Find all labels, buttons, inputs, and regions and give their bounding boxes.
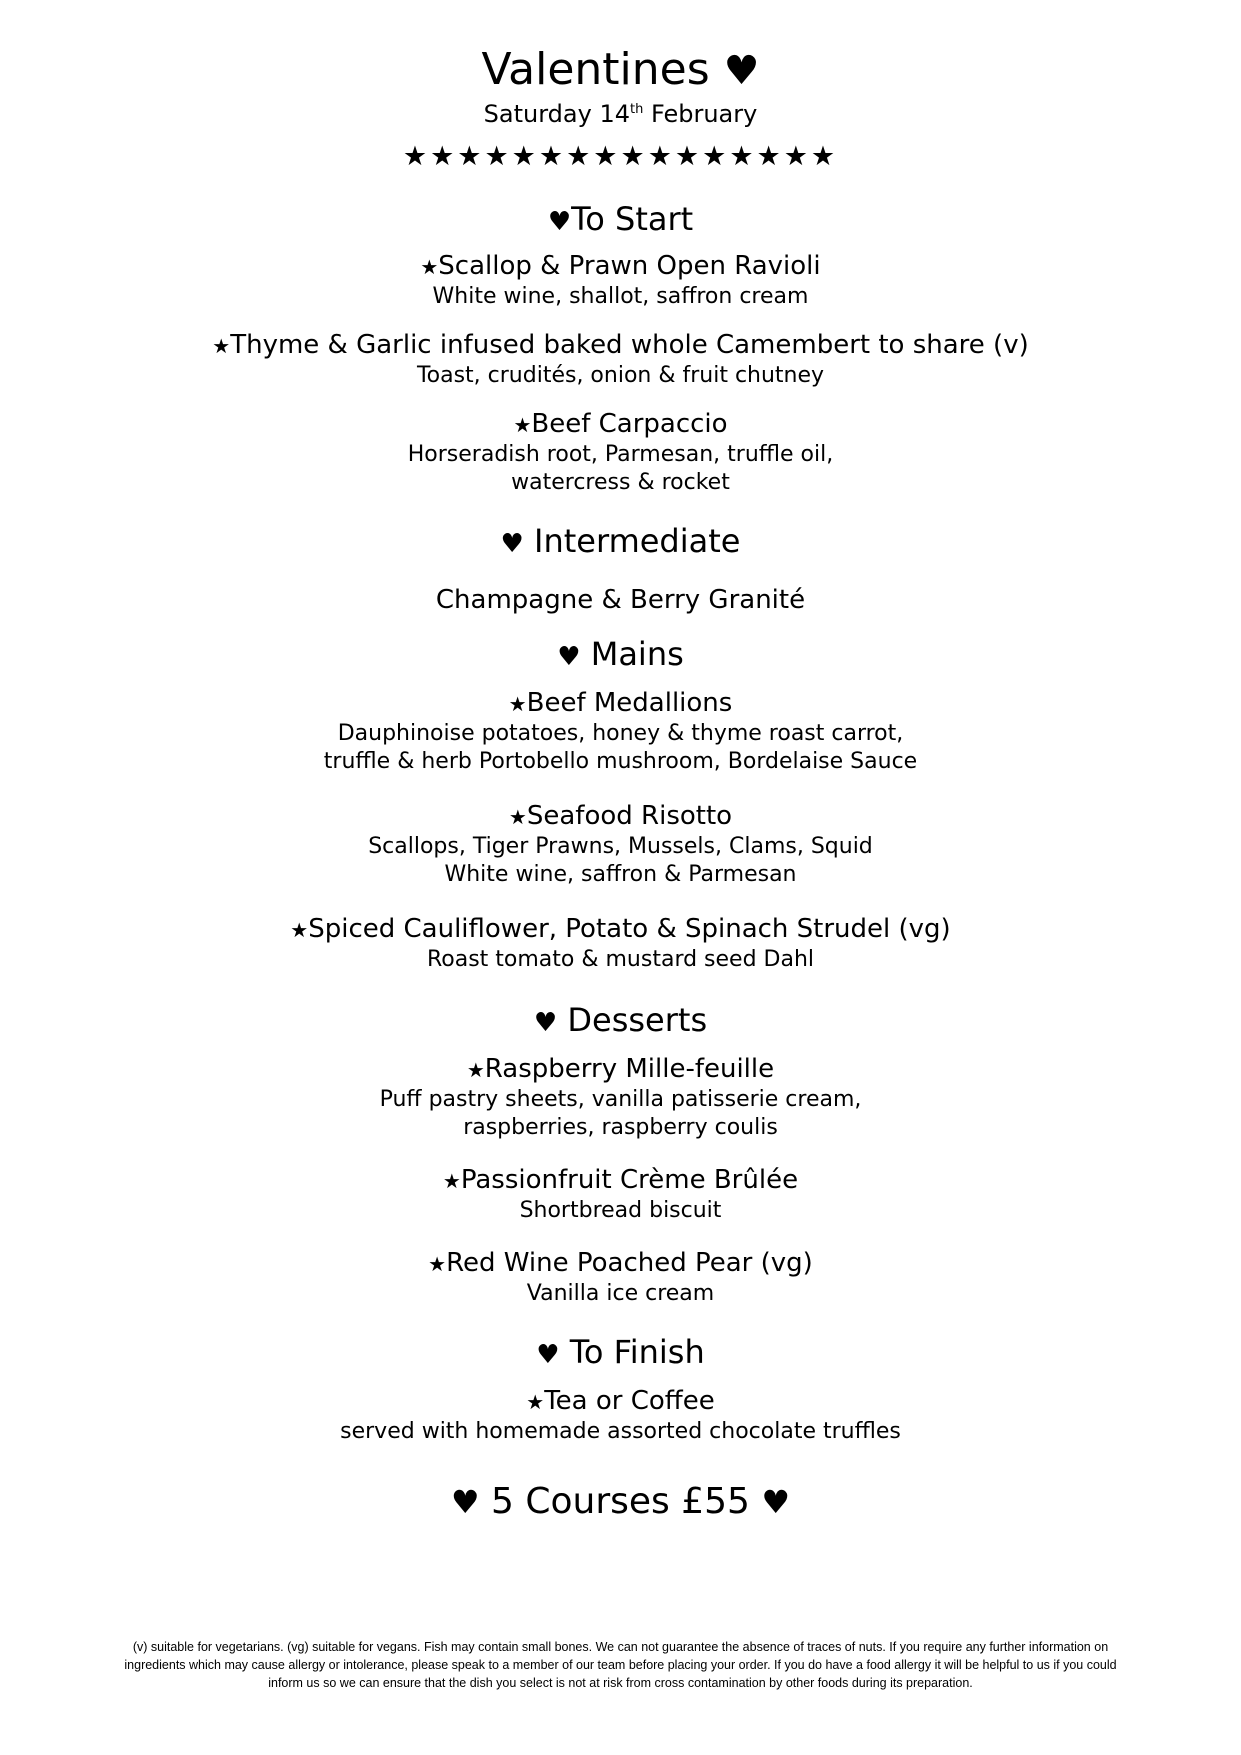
section-title-desserts bbox=[0, 1000, 1241, 1043]
menu-title bbox=[0, 44, 1241, 97]
price-line bbox=[0, 1480, 1241, 1524]
dish-description: Horseradish root, Parmesan, truffle oil, bbox=[407, 442, 834, 467]
dish bbox=[0, 1164, 1241, 1225]
dish-description: Dauphinoise potatoes, honey & thyme roast carrot, bbox=[337, 721, 904, 746]
stars-divider: ★★★★★★★★★★★★★★★★ bbox=[402, 141, 839, 172]
section-title-text: To Start bbox=[571, 200, 694, 238]
section-title-text: Desserts bbox=[567, 1001, 708, 1039]
section-title-intermediate bbox=[0, 521, 1241, 564]
dish-name: ★Beef Carpaccio bbox=[513, 409, 728, 439]
section-title-text: Intermediate bbox=[534, 522, 741, 560]
dish-description: raspberries, raspberry coulis bbox=[463, 1115, 778, 1140]
dish bbox=[0, 687, 1241, 776]
star-icon: ★ bbox=[513, 413, 532, 437]
disclaimer-line: ingredients which may cause allergy or intolerance, please speak to a member of our team before placing your order. If you do have a food allergy it will be helpful to us if you could bbox=[124, 1658, 1117, 1672]
heart-icon: ♥ bbox=[500, 529, 524, 559]
dish-description: truffle & herb Portobello mushroom, Bordelaise Sauce bbox=[323, 749, 918, 774]
dish-name: ★Raspberry Mille-feuille bbox=[466, 1054, 775, 1084]
star-icon: ★ bbox=[508, 805, 527, 829]
heart-icon: ♥ bbox=[450, 1483, 480, 1521]
dish-name: ★Tea or Coffee bbox=[526, 1386, 715, 1416]
dish-name: ★Passionfruit Crème Brûlée bbox=[442, 1165, 799, 1195]
section-title-mains bbox=[0, 634, 1241, 677]
star-icon: ★ bbox=[290, 918, 309, 942]
allergy-disclaimer bbox=[80, 1638, 1161, 1692]
dish bbox=[0, 250, 1241, 311]
heart-icon: ♥ bbox=[723, 48, 760, 94]
dish-name: ★Thyme & Garlic infused baked whole Camembert to share (v) bbox=[212, 330, 1029, 360]
dish-description: White wine, saffron & Parmesan bbox=[444, 862, 797, 887]
heart-icon: ♥ bbox=[533, 1008, 558, 1038]
star-icon: ★ bbox=[526, 1390, 545, 1414]
date-prefix: Saturday 14 bbox=[483, 100, 630, 128]
dish bbox=[0, 329, 1241, 390]
dish-description: White wine, shallot, saffron cream bbox=[432, 284, 809, 309]
section-title-text: To Finish bbox=[569, 1333, 705, 1371]
dish bbox=[0, 800, 1241, 889]
dish bbox=[0, 1385, 1241, 1446]
disclaimer-line: inform us so we can ensure that the dish you select is not at risk from cross contamination by other foods during its preparation. bbox=[268, 1676, 973, 1690]
dish-description: Shortbread biscuit bbox=[519, 1198, 722, 1223]
dish bbox=[0, 408, 1241, 497]
dish-description: Toast, crudités, onion & fruit chutney bbox=[416, 363, 825, 388]
heart-icon: ♥ bbox=[557, 642, 581, 672]
star-icon: ★ bbox=[420, 255, 439, 279]
dish bbox=[0, 1053, 1241, 1142]
dish-description: Scallops, Tiger Prawns, Mussels, Clams, Squid bbox=[368, 834, 873, 859]
date-ordinal: th bbox=[629, 102, 644, 117]
star-icon: ★ bbox=[508, 692, 527, 716]
date-month: February bbox=[650, 100, 758, 128]
dish-name: ★Seafood Risotto bbox=[508, 801, 733, 831]
dish-name: ★Spiced Cauliflower, Potato & Spinach Strudel (vg) bbox=[290, 914, 951, 944]
section-title-to-finish bbox=[0, 1332, 1241, 1375]
heart-icon: ♥ bbox=[536, 1340, 560, 1370]
heart-icon: ♥ bbox=[761, 1483, 791, 1521]
title-text: Valentines bbox=[481, 44, 710, 95]
star-icon: ★ bbox=[212, 334, 231, 358]
dish bbox=[0, 913, 1241, 974]
dish-name: ★Red Wine Poached Pear (vg) bbox=[428, 1248, 813, 1278]
dish-description: Vanilla ice cream bbox=[526, 1281, 715, 1306]
dish-description: Puff pastry sheets, vanilla patisserie cream, bbox=[379, 1087, 862, 1112]
dish-name: ★Scallop & Prawn Open Ravioli bbox=[420, 251, 821, 281]
price-text: 5 Courses £55 bbox=[491, 1481, 750, 1522]
star-icon: ★ bbox=[466, 1058, 485, 1082]
disclaimer-line: (v) suitable for vegetarians. (vg) suitable for vegans. Fish may contain small bones. We can not guarantee the absence of traces of nuts. If you require any further information on bbox=[132, 1640, 1109, 1654]
section-title-to-start bbox=[0, 199, 1241, 242]
dish bbox=[0, 1247, 1241, 1308]
dish-description: served with homemade assorted chocolate truffles bbox=[340, 1419, 901, 1444]
heart-icon: ♥ bbox=[547, 207, 572, 237]
dish-name: ★Beef Medallions bbox=[508, 688, 733, 718]
event-date bbox=[0, 99, 1241, 129]
star-icon: ★ bbox=[428, 1252, 447, 1276]
section-title-text: Mains bbox=[590, 635, 684, 673]
intermediate-item: Champagne & Berry Granité bbox=[435, 585, 806, 615]
dish-description: Roast tomato & mustard seed Dahl bbox=[426, 947, 815, 972]
dish-description: watercress & rocket bbox=[511, 470, 730, 495]
star-icon: ★ bbox=[442, 1169, 461, 1193]
